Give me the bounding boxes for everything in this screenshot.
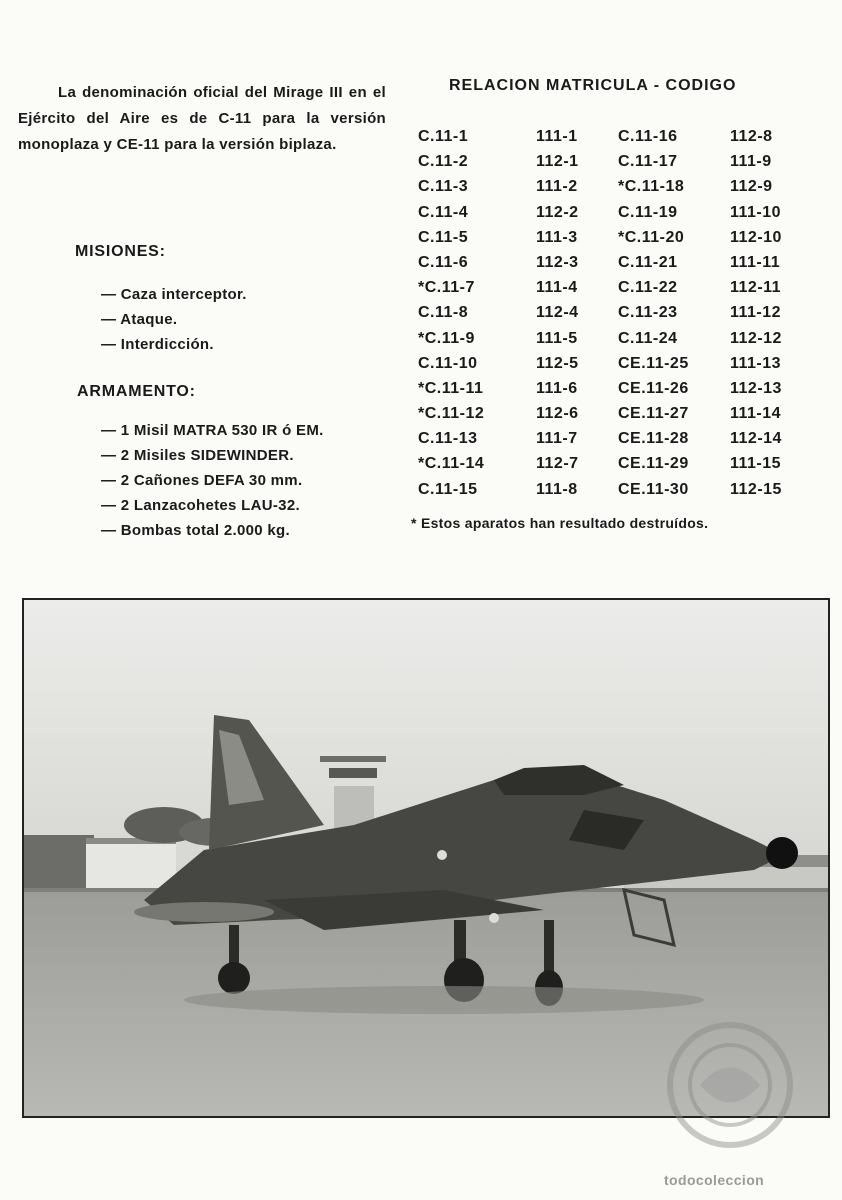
table-cell: 112-11 xyxy=(730,279,782,297)
table-cell: C.11-2 xyxy=(418,153,469,171)
table-row xyxy=(418,326,800,351)
table-cell: C.11-8 xyxy=(418,304,469,322)
table-cell: CE.11-30 xyxy=(618,480,689,498)
list-item: — 2 Cañones DEFA 30 mm. xyxy=(101,468,324,493)
table-row xyxy=(418,401,800,426)
list-item: — Bombas total 2.000 kg. xyxy=(101,518,324,543)
table-cell: 112-12 xyxy=(730,329,782,347)
table-row xyxy=(418,477,800,502)
list-item: — 1 Misil MATRA 530 IR ó EM. xyxy=(101,418,324,443)
armamento-heading: ARMAMENTO: xyxy=(77,383,196,400)
misiones-list xyxy=(101,282,247,357)
table-cell: 111-14 xyxy=(730,405,782,423)
table-cell: C.11-15 xyxy=(418,480,478,498)
table-cell: C.11-1 xyxy=(418,128,469,145)
armamento-list xyxy=(101,418,324,543)
table-cell: CE.11-29 xyxy=(618,455,689,473)
table-cell: C.11-19 xyxy=(618,203,678,221)
table-cell: 112-6 xyxy=(536,405,579,423)
table-row xyxy=(418,200,800,225)
table-cell: 111-7 xyxy=(536,430,578,448)
table-cell: *C.11-20 xyxy=(618,228,685,246)
watermark-seal-icon xyxy=(655,1010,805,1160)
table-cell: *C.11-9 xyxy=(418,329,475,347)
table-row xyxy=(418,149,800,174)
table-row xyxy=(418,351,800,376)
table-row xyxy=(418,124,800,149)
table-cell: CE.11-25 xyxy=(618,354,689,372)
table-cell: 111-12 xyxy=(730,304,782,322)
table-cell: 112-9 xyxy=(730,178,773,196)
table-cell: 112-14 xyxy=(730,430,782,448)
table-cell: *C.11-18 xyxy=(618,178,685,196)
destroyed-footnote: * Estos aparatos han resultado destruídos. xyxy=(411,515,709,531)
table-cell: 111-5 xyxy=(536,329,578,347)
list-item: — Ataque. xyxy=(101,307,247,332)
table-cell: *C.11-11 xyxy=(418,379,484,397)
list-item: — 2 Misiles SIDEWINDER. xyxy=(101,443,324,468)
table-cell: C.11-10 xyxy=(418,354,478,372)
table-cell: C.11-23 xyxy=(618,304,678,322)
list-item: — Caza interceptor. xyxy=(101,282,247,307)
table-row xyxy=(418,275,800,300)
table-row xyxy=(418,250,800,275)
table-cell: 112-8 xyxy=(730,128,773,145)
table-cell: 112-3 xyxy=(536,253,579,271)
table-cell: 111-10 xyxy=(730,203,782,221)
table-row xyxy=(418,451,800,476)
table-row xyxy=(418,376,800,401)
table-cell: 111-9 xyxy=(730,153,772,171)
intro-paragraph: La denominación oficial del Mirage III en el Ejército del Aire es de C-11 para la versión monoplaza y CE-11 para la versión biplaza. xyxy=(18,84,386,153)
table-cell: C.11-16 xyxy=(618,128,678,145)
table-cell: 112-4 xyxy=(536,304,579,322)
table-cell: CE.11-27 xyxy=(618,405,689,423)
table-row xyxy=(418,225,800,250)
table-cell: *C.11-14 xyxy=(418,455,485,473)
table-cell: 111-15 xyxy=(730,455,782,473)
table-cell: 111-11 xyxy=(730,253,781,271)
table-row xyxy=(418,426,800,451)
misiones-heading: MISIONES: xyxy=(75,243,166,260)
table-cell: 111-4 xyxy=(536,279,578,297)
registration-table xyxy=(418,124,800,502)
table-cell: *C.11-7 xyxy=(418,279,475,297)
table-cell: 112-15 xyxy=(730,480,782,498)
table-cell: C.11-6 xyxy=(418,253,469,271)
table-cell: 112-7 xyxy=(536,455,579,473)
table-cell: 111-2 xyxy=(536,178,578,196)
table-cell: 111-13 xyxy=(730,354,782,372)
table-cell: C.11-21 xyxy=(618,253,678,271)
table-cell: 112-5 xyxy=(536,354,579,372)
table-cell: 112-13 xyxy=(730,379,782,397)
table-cell: C.11-24 xyxy=(618,329,678,347)
table-cell: *C.11-12 xyxy=(418,405,485,423)
table-cell: 111-3 xyxy=(536,228,578,246)
table-cell: 112-2 xyxy=(536,203,579,221)
table-row xyxy=(418,174,800,199)
table-cell: C.11-17 xyxy=(618,153,678,171)
list-item: — 2 Lanzacohetes LAU-32. xyxy=(101,493,324,518)
table-cell: CE.11-26 xyxy=(618,379,689,397)
table-cell: 111-6 xyxy=(536,379,578,397)
table-cell: C.11-3 xyxy=(418,178,469,196)
table-cell: C.11-22 xyxy=(618,279,678,297)
table-cell: 111-8 xyxy=(536,480,578,498)
table-cell: CE.11-28 xyxy=(618,430,689,448)
list-item: — Interdicción. xyxy=(101,332,247,357)
table-cell: C.11-13 xyxy=(418,430,478,448)
watermark-text: todocoleccion xyxy=(664,1172,765,1188)
table-cell: C.11-5 xyxy=(418,228,469,246)
table-cell: 112-10 xyxy=(730,228,782,246)
registration-table-title: RELACION MATRICULA - CODIGO xyxy=(449,77,737,94)
table-cell: 112-1 xyxy=(536,153,579,171)
table-cell: 111-1 xyxy=(536,128,578,145)
table-row xyxy=(418,300,800,325)
table-cell: C.11-4 xyxy=(418,203,469,221)
